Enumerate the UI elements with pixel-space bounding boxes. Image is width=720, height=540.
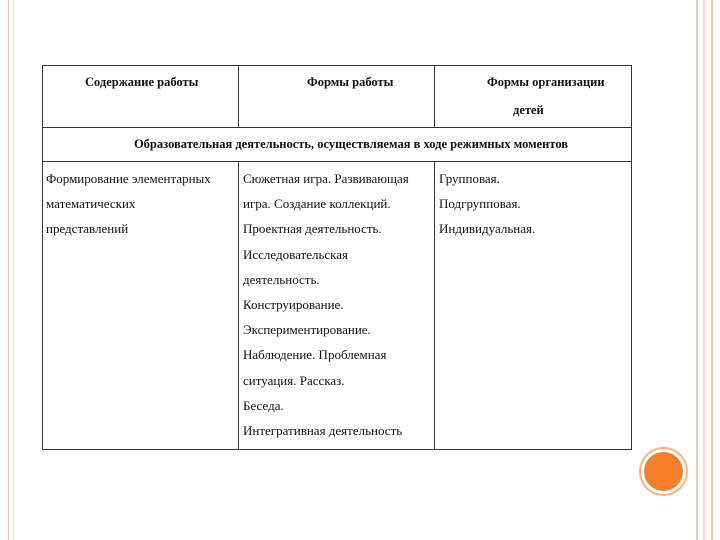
section-cell [43,128,632,162]
frame-line-right-outer [711,0,713,540]
header-row [43,66,632,128]
content-table [42,65,632,450]
section-title: Образовательная деятельность, осуществляемая в ходе режимных моментов [133,137,569,151]
header-content-of-work: Содержание работы [85,75,199,89]
forms-line: Сюжетная игра. Развивающая [243,171,409,186]
cell-organization [435,162,632,450]
content-row [43,162,632,450]
decorative-circle [641,449,686,494]
header-organization-line1: Формы организации [487,75,605,89]
forms-lines [239,162,434,443]
content-line: представлений [46,221,129,237]
forms-line: Беседа. [243,397,284,413]
content-line: математических [46,196,136,212]
content-lines [43,162,238,242]
forms-line: деятельность. [243,271,320,287]
header-cell-organization [435,66,632,128]
forms-line: Исследовательская [243,246,349,262]
header-organization-line2: детей [513,103,544,117]
header-forms-of-work: Формы работы [307,75,394,89]
frame-line-right [696,0,698,540]
cell-content [43,162,239,450]
frame-line-left [8,0,9,540]
organization-line: Подгрупповая. [439,196,521,212]
frame-line-left-inner [13,0,14,540]
frame-line-right-middle [703,0,705,540]
forms-line: Проектная деятельность. [243,221,382,237]
forms-line: Интегративная деятельность [243,423,403,439]
forms-line: игра. Создание коллекций. [243,196,391,212]
forms-line: ситуация. Рассказ. [243,372,345,388]
forms-line: Конструирование. [243,297,344,313]
organization-line: Индивидуальная. [439,221,536,237]
section-row [43,128,632,162]
forms-line: Наблюдение. Проблемная [243,347,387,363]
cell-forms [239,162,435,450]
organization-lines [435,162,631,242]
header-cell-content [43,66,239,128]
header-cell-forms [239,66,435,128]
forms-line: Экспериментирование. [243,322,371,338]
content-line: Формирование элементарных [46,171,211,186]
organization-line: Групповая. [439,171,500,186]
